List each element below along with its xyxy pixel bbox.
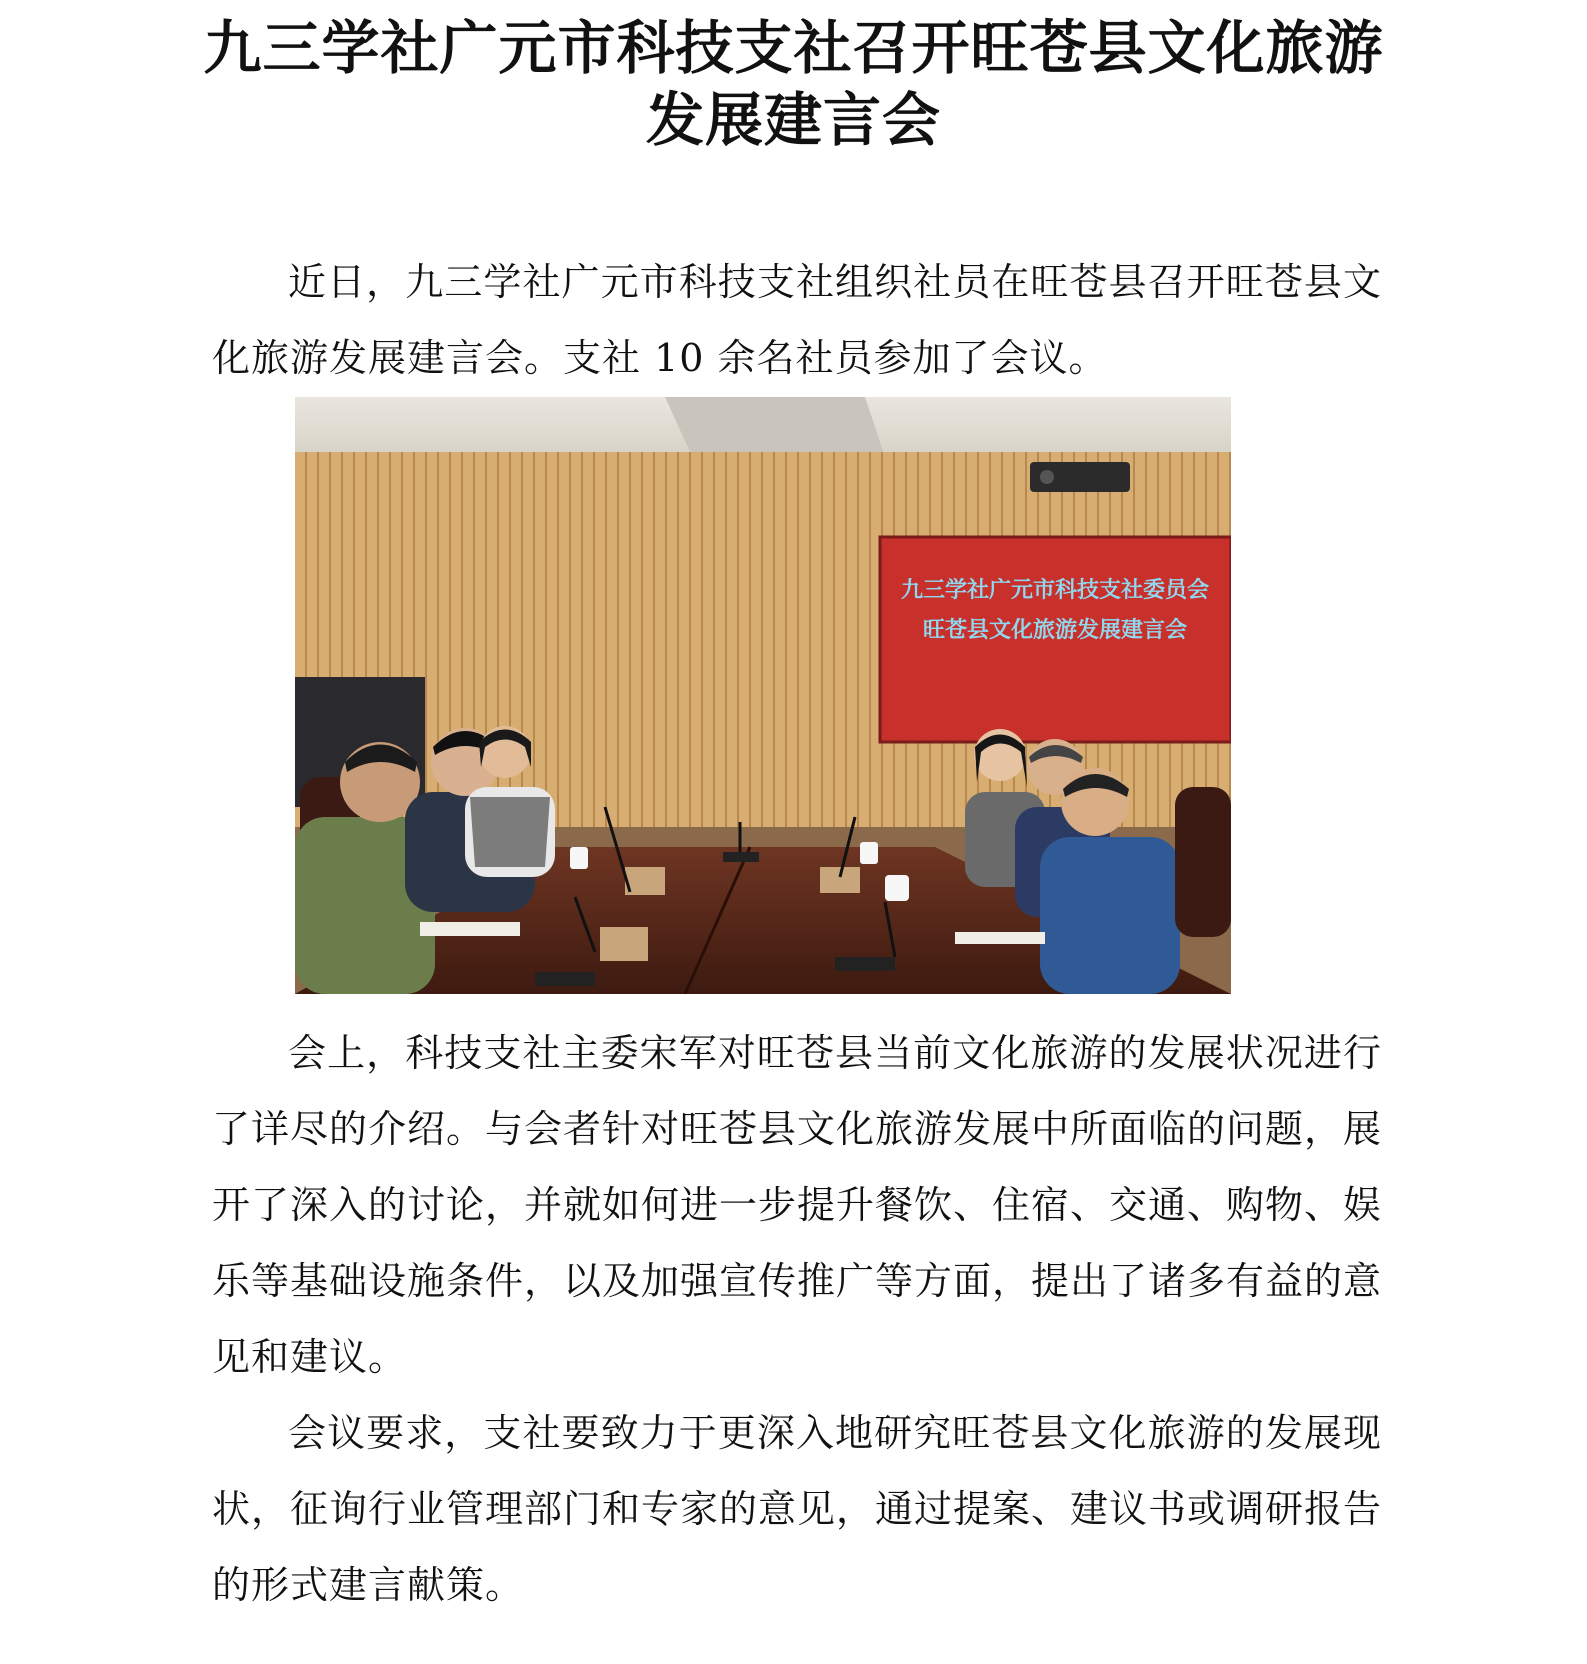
chair xyxy=(1175,787,1231,937)
tissue-box xyxy=(600,927,648,961)
documents xyxy=(420,922,520,936)
tea-cup xyxy=(860,842,878,864)
article-title-line-2: 发展建言会 xyxy=(645,86,941,154)
article-title-line-1: 九三学社广元市科技支社召开旺苍县文化旅游 xyxy=(203,14,1384,82)
paragraph-discussion: 会上，科技支社主委宋军对旺苍县当前文化旅游的发展状况进行了详尽的介绍。与会者针对旺苍县文化旅游发展中所面临的问题，展开了深入的讨论，并就如何进一步提升餐饮、住宿、交通、购物、娱乐等基础设施条件，以及加强宣传推广等方面，提出了诸多有益的意见和建议。 xyxy=(212,1031,1383,1379)
meeting-photo xyxy=(295,397,1231,994)
documents xyxy=(955,932,1045,944)
banner-text-line-1: 九三学社广元市科技支社委员会 xyxy=(900,577,1210,603)
tea-cup xyxy=(885,875,909,901)
meeting-photo-illustration xyxy=(295,397,1231,994)
banner-text-line-2: 旺苍县文化旅游发展建言会 xyxy=(922,617,1188,643)
tea-cup xyxy=(570,847,588,869)
paragraph-intro: 近日，九三学社广元市科技支社组织社员在旺苍县召开旺苍县文化旅游发展建言会。支社 10 余名社员参加了会议。 xyxy=(212,260,1382,380)
paragraph-requirements: 会议要求，支社要致力于更深入地研究旺苍县文化旅游的发展现状，征询行业管理部门和专家的意见，通过提案、建议书或调研报告的形式建言献策。 xyxy=(212,1411,1383,1607)
